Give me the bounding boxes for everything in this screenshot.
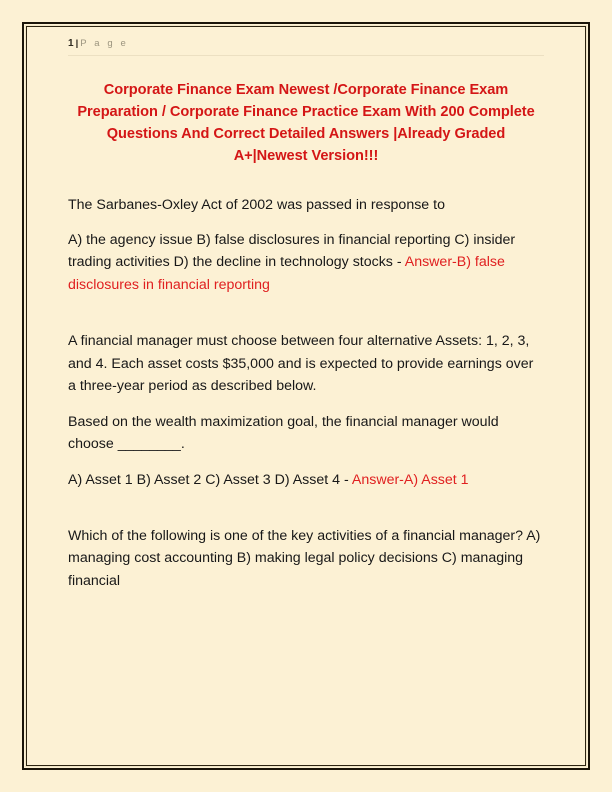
page-header-label: P a g e — [80, 38, 129, 49]
document-title: Corporate Finance Exam Newest /Corporate Finance Exam Preparation / Corporate Finance Practice Exam With 200 Complete Questions And Correct Detailed Answers |Already Graded A+|Newest Version!!! — [77, 82, 535, 164]
question-2-answer-dash: - — [343, 471, 352, 488]
question-2-stem: A financial manager must choose between four alternative Assets: 1, 2, 3, and 4. Each asset costs $35,000 and is expected to provide earnings over a three-year period as described below. — [68, 333, 534, 395]
question-1-answer: Answer-B) false disclosures in financial reporting — [68, 254, 505, 293]
question-1-options-text: A) the agency issue B) false disclosures in financial reporting C) insider trading activities D) the decline in technology stocks — [68, 232, 516, 271]
question-2-answer: Answer-A) Asset 1 — [351, 471, 469, 488]
question-1-options — [68, 229, 544, 296]
page-content — [30, 30, 582, 762]
question-1-stem: The Sarbanes-Oxley Act of 2002 was passed in response to — [68, 196, 445, 213]
header-divider — [68, 55, 544, 56]
page-header — [68, 36, 544, 53]
question-2-options — [68, 469, 544, 491]
page-header-separator: | — [75, 38, 79, 49]
question-1-answer-dash: - — [396, 254, 405, 271]
question-2-options-text: A) Asset 1 B) Asset 2 C) Asset 3 D) Asset 4 — [68, 471, 344, 488]
question-2-prompt: Based on the wealth maximization goal, the financial manager would choose ________. — [68, 413, 499, 453]
question-3-stem: Which of the following is one of the key activities of a financial manager? A) managing cost accounting B) making legal policy decisions C) managing financial — [68, 527, 541, 589]
page-number: 1 — [68, 38, 74, 49]
